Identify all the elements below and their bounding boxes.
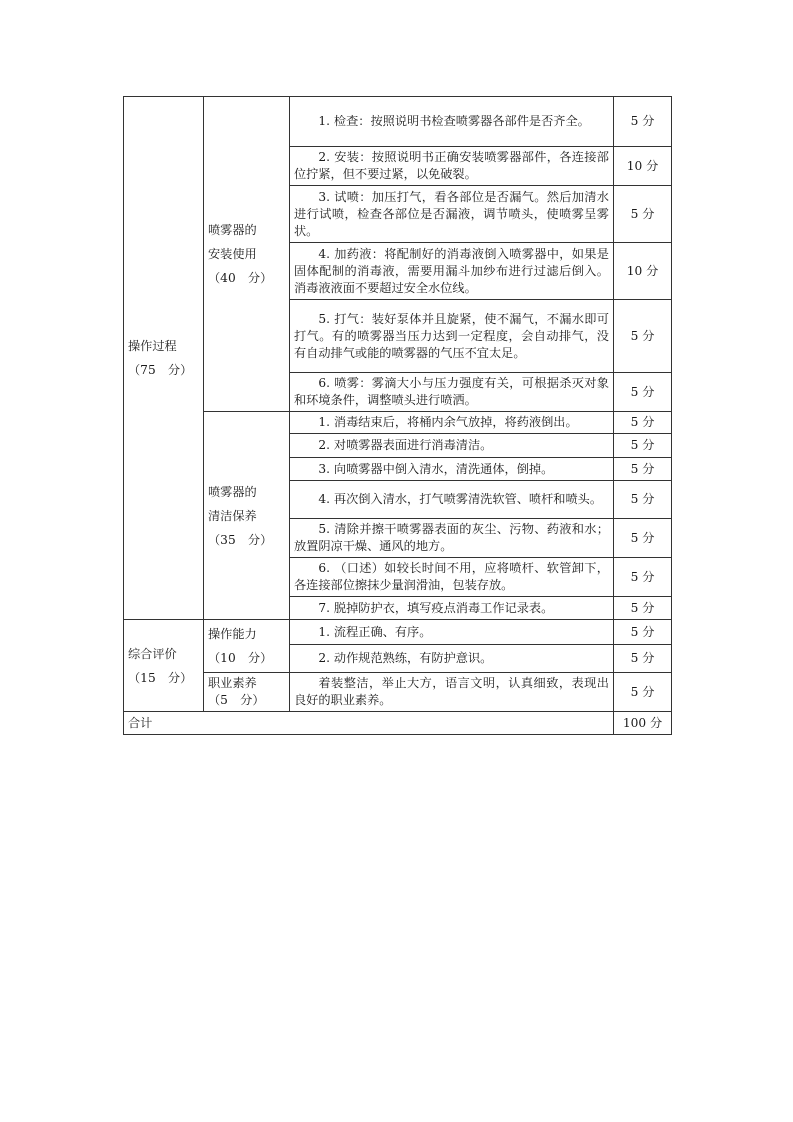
- clean-item-7-score: 5 分: [614, 597, 672, 620]
- install-item-3: 3. 试喷：加压打气，看各部位是否漏气。然后加清水进行试喷，检查各部位是否漏液，调节喷头，使喷雾呈雾状。: [290, 186, 614, 243]
- install-item-5: 5. 打气：装好泵体并且旋紧，使不漏气，不漏水即可打气。有的喷雾器当压力达到一定程度，会自动排气，没有自动排气或能的喷雾器的气压不宜太足。: [290, 300, 614, 373]
- install-item-2: 2. 安装：按照说明书正确安装喷雾器部件，各连接部位拧紧，但不要过紧，以免破裂。: [290, 147, 614, 186]
- section-clean-title-2: 清洁保养: [208, 508, 257, 523]
- section-install-points: （40 分）: [208, 271, 273, 285]
- section-ability-cell: [204, 620, 290, 673]
- install-item-5-score: 5 分: [614, 300, 672, 373]
- install-item-6-score: 5 分: [614, 373, 672, 412]
- section-clean-cell: [204, 412, 290, 620]
- install-item-3-score: 5 分: [614, 186, 672, 243]
- section-quality-cell: [204, 673, 290, 712]
- quality-item: 着装整洁，举止大方，语言文明，认真细致，表现出良好的职业素养。: [290, 673, 614, 712]
- clean-item-1-score: 5 分: [614, 412, 672, 434]
- section-install-title-2: 安装使用: [208, 247, 257, 261]
- clean-item-6-score: 5 分: [614, 558, 672, 597]
- quality-item-score: 5 分: [614, 673, 672, 712]
- section-install-title-1: 喷雾器的: [208, 223, 257, 237]
- install-item-4-score: 10 分: [614, 243, 672, 300]
- ability-item-2: 2. 动作规范熟练，有防护意识。: [290, 645, 614, 673]
- install-item-1: 1. 检查：按照说明书检查喷雾器各部件是否齐全。: [290, 97, 614, 147]
- section-process-points: （75 分）: [128, 363, 193, 377]
- section-quality-title: 职业素养: [208, 676, 257, 690]
- scoring-table: [123, 96, 672, 735]
- section-clean-points: （35 分）: [208, 532, 273, 547]
- clean-item-2: 2. 对喷雾器表面进行消毒清洁。: [290, 434, 614, 458]
- table-row: [124, 673, 672, 712]
- clean-item-4: 4. 再次倒入清水，打气喷雾清洗软管、喷杆和喷头。: [290, 481, 614, 519]
- table-row: [124, 412, 672, 434]
- table-row: [124, 620, 672, 645]
- install-item-4: 4. 加药液：将配制好的消毒液倒入喷雾器中，如果是固体配制的消毒液，需要用漏斗加纱布进行过滤后倒入。消毒液液面不要超过安全水位线。: [290, 243, 614, 300]
- section-ability-title: 操作能力: [208, 627, 257, 641]
- section-quality-points: （5 分）: [208, 693, 265, 707]
- section-overall-title: 综合评价: [128, 646, 177, 661]
- section-clean-title-1: 喷雾器的: [208, 484, 257, 499]
- total-label: 合计: [124, 712, 614, 735]
- clean-item-5-score: 5 分: [614, 519, 672, 558]
- section-process-cell: [124, 97, 204, 620]
- table-row: [124, 712, 672, 735]
- section-ability-points: （10 分）: [208, 651, 273, 665]
- clean-item-3: 3. 向喷雾器中倒入清水，清洗通体，倒掉。: [290, 458, 614, 481]
- clean-item-1: 1. 消毒结束后，将桶内余气放掉，将药液倒出。: [290, 412, 614, 434]
- install-item-1-score: 5 分: [614, 97, 672, 147]
- install-item-6: 6. 喷雾：雾滴大小与压力强度有关，可根据杀灭对象和环境条件，调整喷头进行喷洒。: [290, 373, 614, 412]
- section-overall-cell: [124, 620, 204, 712]
- total-score: 100 分: [614, 712, 672, 735]
- ability-item-1-score: 5 分: [614, 620, 672, 645]
- table-row: [124, 97, 672, 147]
- install-item-2-score: 10 分: [614, 147, 672, 186]
- clean-item-5: 5. 清除并擦干喷雾器表面的灰尘、污物、药液和水；放置阴凉干燥、通风的地方。: [290, 519, 614, 558]
- section-install-cell: [204, 97, 290, 412]
- clean-item-6: 6. （口述）如较长时间不用，应将喷杆、软管卸下，各连接部位擦抹少量润滑油，包装存放。: [290, 558, 614, 597]
- clean-item-7: 7. 脱掉防护衣，填写疫点消毒工作记录表。: [290, 597, 614, 620]
- clean-item-2-score: 5 分: [614, 434, 672, 458]
- section-overall-points: （15 分）: [128, 670, 193, 685]
- clean-item-3-score: 5 分: [614, 458, 672, 481]
- clean-item-4-score: 5 分: [614, 481, 672, 519]
- ability-item-1: 1. 流程正确、有序。: [290, 620, 614, 645]
- section-process-title: 操作过程: [128, 339, 177, 353]
- ability-item-2-score: 5 分: [614, 645, 672, 673]
